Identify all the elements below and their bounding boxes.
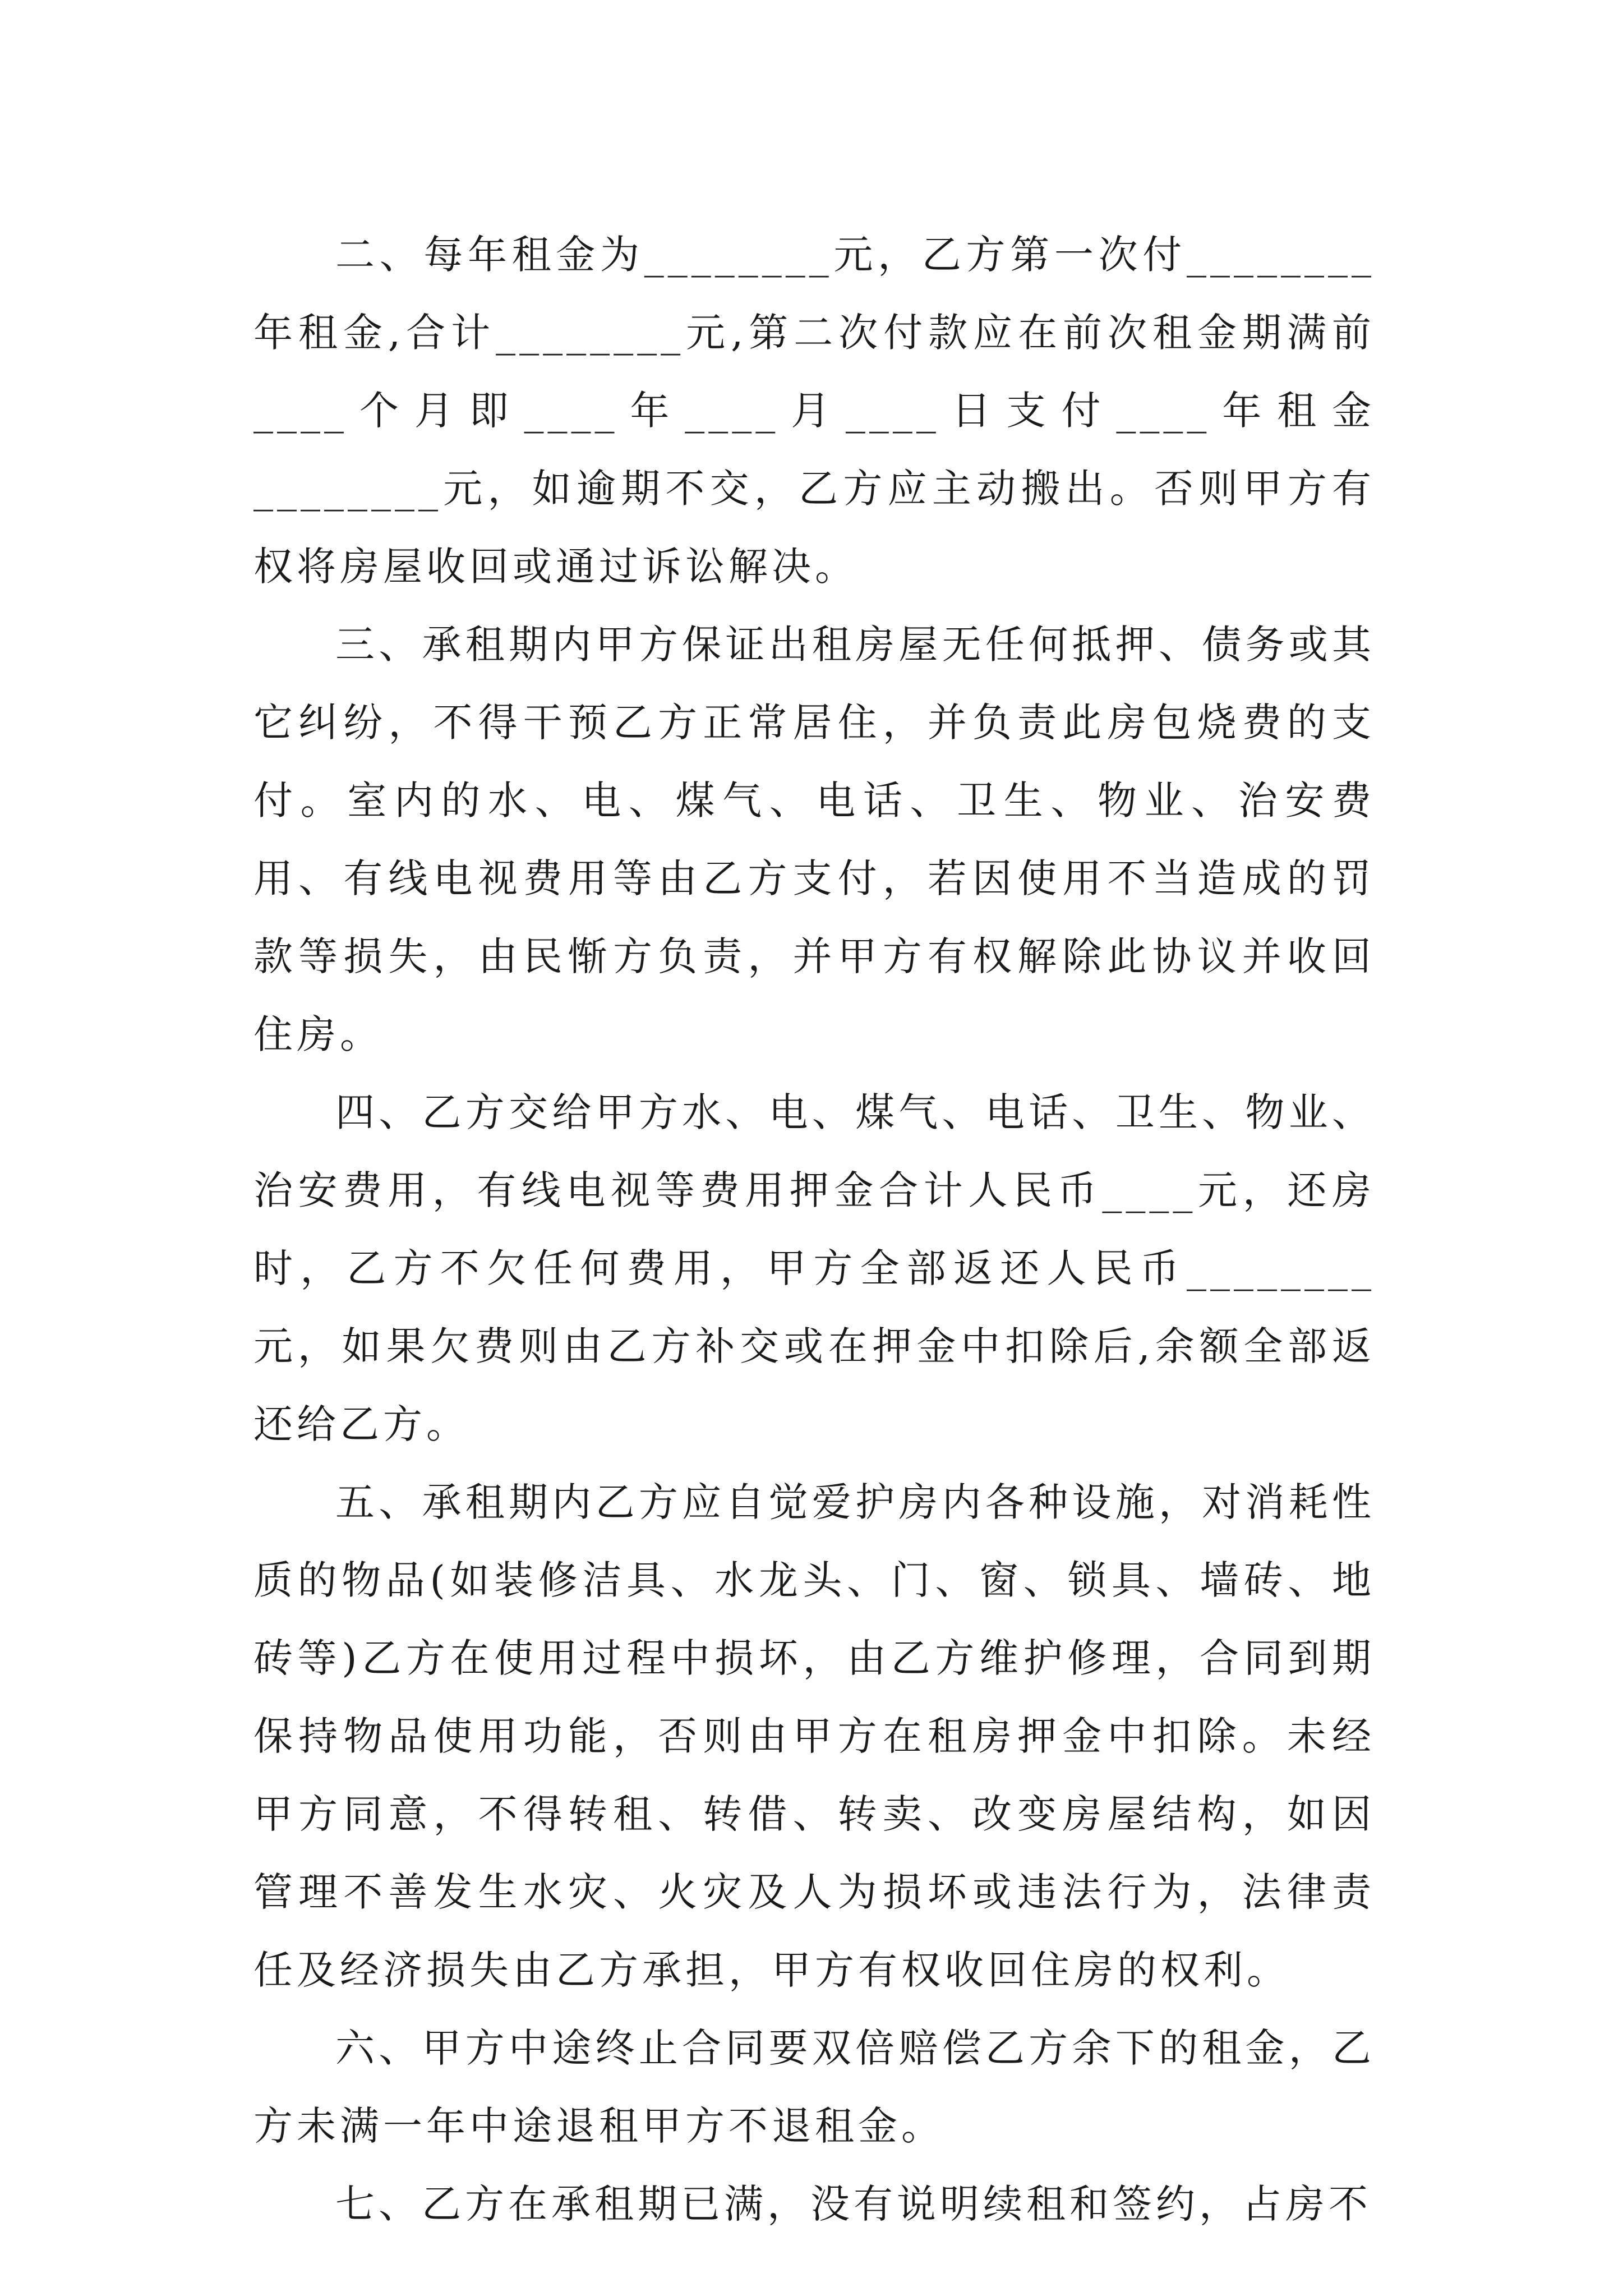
document-body bbox=[253, 216, 1375, 2243]
clause-3-paragraph: 三、承租期内甲方保证出租房屋无任何抵押、债务或其它纠纷，不得干预乙方正常居住，并负责此房包烧费的支付。室内的水、电、煤气、电话、卫生、物业、治安费用、有线电视费用等由乙方支付，若因使用不当造成的罚款等损失，由民惭方负责，并甲方有权解除此协议并收回住房。 bbox=[253, 622, 1375, 1057]
clause-6-paragraph: 六、甲方中途终止合同要双倍赔偿乙方余下的租金，乙方未满一年中途退租甲方不退租金。 bbox=[253, 2025, 1375, 2149]
clause-2-paragraph: 二、每年租金为________元，乙方第一次付________年租金,合计________元,第二次付款应在前次租金期满前____个月即____年____月____日支付____年租金________元，如逾期不交，乙方应主动搬出。否则甲方有权将房屋收回或通过诉讼解决。 bbox=[253, 232, 1375, 590]
clause-4-paragraph: 四、乙方交给甲方水、电、煤气、电话、卫生、物业、治安费用，有线电视等费用押金合计人民币____元，还房时，乙方不欠任何费用，甲方全部返还人民币________元，如果欠费则由乙方补交或在押金中扣除后,余额全部返还给乙方。 bbox=[253, 1089, 1375, 1447]
clause-7-paragraph: 七、乙方在承租期已满，没有说明续租和签约，占房不 bbox=[335, 2181, 1372, 2227]
clause-5-paragraph: 五、承租期内乙方应自觉爱护房内各种设施，对消耗性质的物品(如装修洁具、水龙头、门、窗、锁具、墙砖、地砖等)乙方在使用过程中损坏，由乙方维护修理，合同到期保持物品使用功能，否则由甲方在租房押金中扣除。未经甲方同意，不得转租、转借、转卖、改变房屋结构，如因管理不善发生水灾、火灾及人为损坏或违法行为，法律责任及经济损失由乙方承担，甲方有权收回住房的权利。 bbox=[253, 1479, 1375, 1993]
